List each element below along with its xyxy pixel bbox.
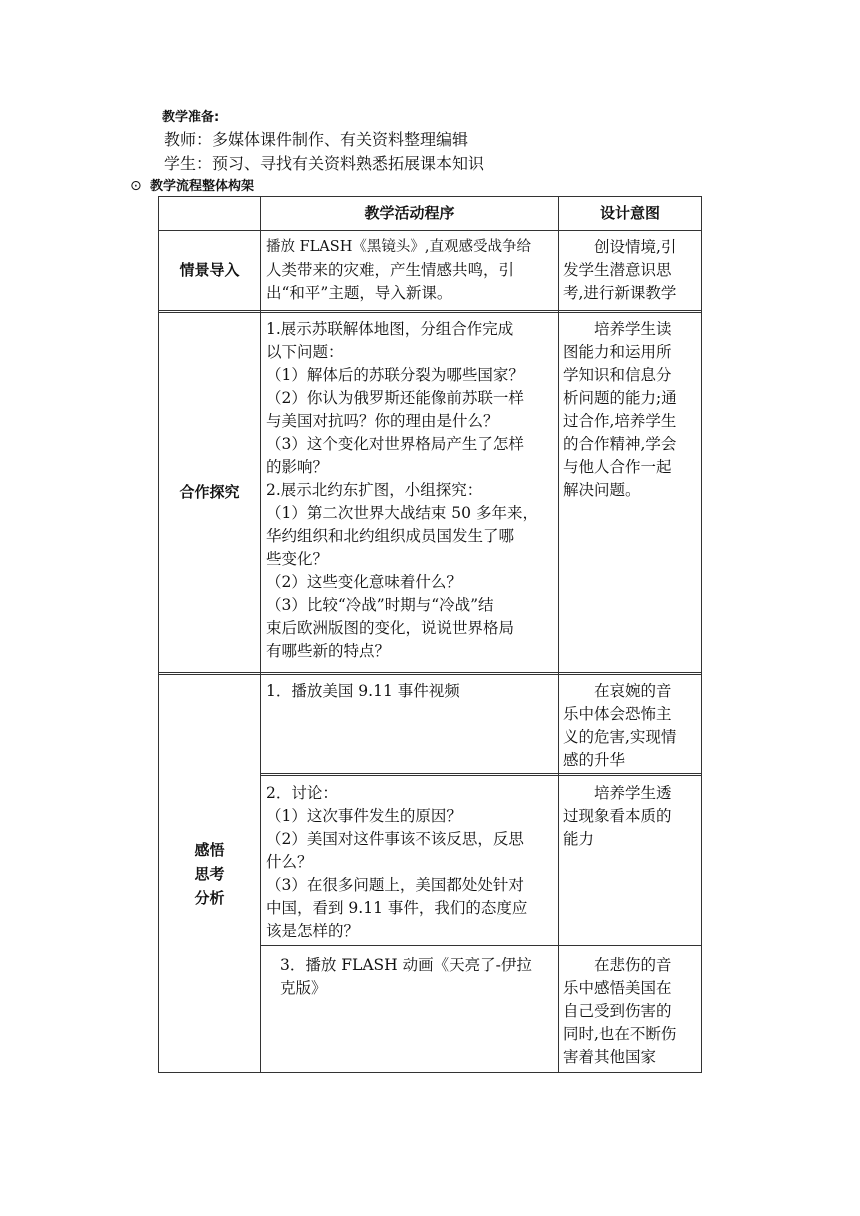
intent-line: 的合作精神,学会 bbox=[563, 435, 677, 453]
program-line: 与美国对抗吗？你的理由是什么？ bbox=[266, 412, 499, 430]
program-line: 人类带来的灾难，产生情感共鸣，引 bbox=[266, 261, 515, 279]
stage-intro: 情景导入 bbox=[179, 261, 240, 279]
stage-line: 分析 bbox=[194, 888, 225, 907]
intent-line: 过现象看本质的 bbox=[563, 807, 672, 825]
program-line: （3）在很多问题上，美国都处处针对 bbox=[266, 876, 524, 894]
intent-video bbox=[563, 680, 699, 772]
intent-line: 乐中感悟美国在 bbox=[563, 979, 672, 997]
program-line: （3）比较“冷战”时期与“冷战”结 bbox=[266, 596, 494, 614]
program-line: （2）这些变化意味着什么？ bbox=[266, 573, 462, 591]
table-rule bbox=[260, 196, 261, 1073]
program-line: 1．播放美国 9.11 事件视频 bbox=[266, 682, 460, 700]
stage-explore: 合作探究 bbox=[179, 483, 240, 501]
stage-line: 思考 bbox=[194, 864, 225, 883]
header-intent: 设计意图 bbox=[599, 204, 660, 222]
program-line: 2．讨论： bbox=[266, 784, 338, 802]
flow-heading: 教学流程整体构架 bbox=[150, 179, 255, 194]
program-line: 束后欧洲版图的变化，说说世界格局 bbox=[266, 619, 515, 637]
intent-discussion bbox=[563, 782, 699, 851]
program-line: 1.展示苏联解体地图，分组合作完成 bbox=[266, 320, 514, 338]
intent-line: 同时,也在不断伤 bbox=[563, 1025, 677, 1043]
program-line: （2）美国对这件事该不该反思，反思 bbox=[266, 830, 524, 848]
program-line: （1）解体后的苏联分裂为哪些国家？ bbox=[266, 366, 524, 384]
program-line: 华约组织和北约组织成员国发生了哪 bbox=[266, 527, 515, 545]
intent-line: 与他人合作一起 bbox=[563, 458, 672, 476]
table-rule bbox=[701, 196, 702, 1073]
program-intro bbox=[266, 236, 556, 305]
intent-line: 图能力和运用所 bbox=[563, 343, 672, 361]
program-flash bbox=[280, 954, 556, 1000]
program-line: 的影响？ bbox=[266, 458, 329, 476]
intent-line: 发学生潜意识思 bbox=[563, 261, 672, 279]
table-rule bbox=[260, 775, 702, 776]
intent-line: 培养学生读 bbox=[594, 320, 672, 338]
program-line: （2）你认为俄罗斯还能像前苏联一样 bbox=[266, 389, 524, 407]
prep-student: 学生：预习、寻找有关资料熟悉拓展课本知识 bbox=[164, 154, 485, 173]
intent-line: 析问题的能力;通 bbox=[563, 389, 677, 407]
program-explore bbox=[266, 318, 556, 663]
program-line: （3）这个变化对世界格局产生了怎样 bbox=[266, 435, 524, 453]
prep-teacher: 教师：多媒体课件制作、有关资料整理编辑 bbox=[164, 130, 469, 149]
program-line: 以下问题： bbox=[266, 343, 344, 361]
intent-line: 解决问题。 bbox=[563, 481, 641, 499]
intent-line: 考,进行新课教学 bbox=[563, 284, 677, 302]
intent-line: 在哀婉的音 bbox=[594, 682, 672, 700]
program-line: 什么？ bbox=[266, 853, 313, 871]
intent-flash bbox=[563, 954, 699, 1069]
intent-line: 培养学生透 bbox=[594, 784, 672, 802]
intent-intro bbox=[563, 236, 699, 305]
intent-line: 过合作,培养学生 bbox=[563, 412, 677, 430]
table-rule bbox=[158, 672, 702, 673]
intent-line: 学知识和信息分 bbox=[563, 366, 672, 384]
program-video bbox=[266, 680, 556, 703]
program-discussion bbox=[266, 782, 556, 943]
program-line: 中国，看到 9.11 事件，我们的态度应 bbox=[266, 899, 528, 917]
header-program: 教学活动程序 bbox=[364, 204, 455, 222]
intent-line: 创设情境,引 bbox=[594, 238, 677, 256]
intent-line: 感的升华 bbox=[563, 751, 626, 769]
program-line: 出“和平”主题，导入新课。 bbox=[266, 284, 453, 302]
program-line: （1）第二次世界大战结束 50 多年来， bbox=[266, 504, 538, 522]
program-line: 该是怎样的？ bbox=[266, 922, 360, 940]
program-line: 2.展示北约东扩图，小组探究： bbox=[266, 481, 483, 499]
intent-line: 义的危害,实现情 bbox=[563, 728, 677, 746]
intent-line: 在悲伤的音 bbox=[594, 956, 672, 974]
intent-line: 害着其他国家 bbox=[563, 1048, 657, 1066]
table-rule bbox=[260, 945, 702, 946]
program-line: 些变化？ bbox=[266, 550, 329, 568]
table-rule bbox=[158, 310, 702, 311]
flow-heading-line bbox=[130, 175, 254, 194]
stage-reflect bbox=[159, 675, 260, 1072]
table-rule bbox=[558, 196, 559, 1073]
prep-heading: 教学准备: bbox=[162, 110, 220, 125]
intent-line: 乐中体会恐怖主 bbox=[563, 705, 672, 723]
intent-line: 能力 bbox=[563, 830, 595, 848]
program-line: 播放 FLASH《黑镜头》,直观感受战争给 bbox=[266, 239, 531, 255]
table-rule bbox=[260, 773, 702, 774]
intent-explore bbox=[563, 318, 699, 502]
program-line: 克版》 bbox=[280, 979, 327, 997]
program-line: 3．播放 FLASH 动画《天亮了-伊拉 bbox=[280, 956, 532, 974]
circle-dot-icon: ⊙ bbox=[130, 178, 142, 194]
intent-line: 自己受到伤害的 bbox=[563, 1002, 672, 1020]
table-rule bbox=[158, 1072, 702, 1073]
program-line: （1）这次事件发生的原因？ bbox=[266, 807, 462, 825]
program-line: 有哪些新的特点？ bbox=[266, 642, 391, 660]
stage-line: 感悟 bbox=[194, 840, 225, 859]
